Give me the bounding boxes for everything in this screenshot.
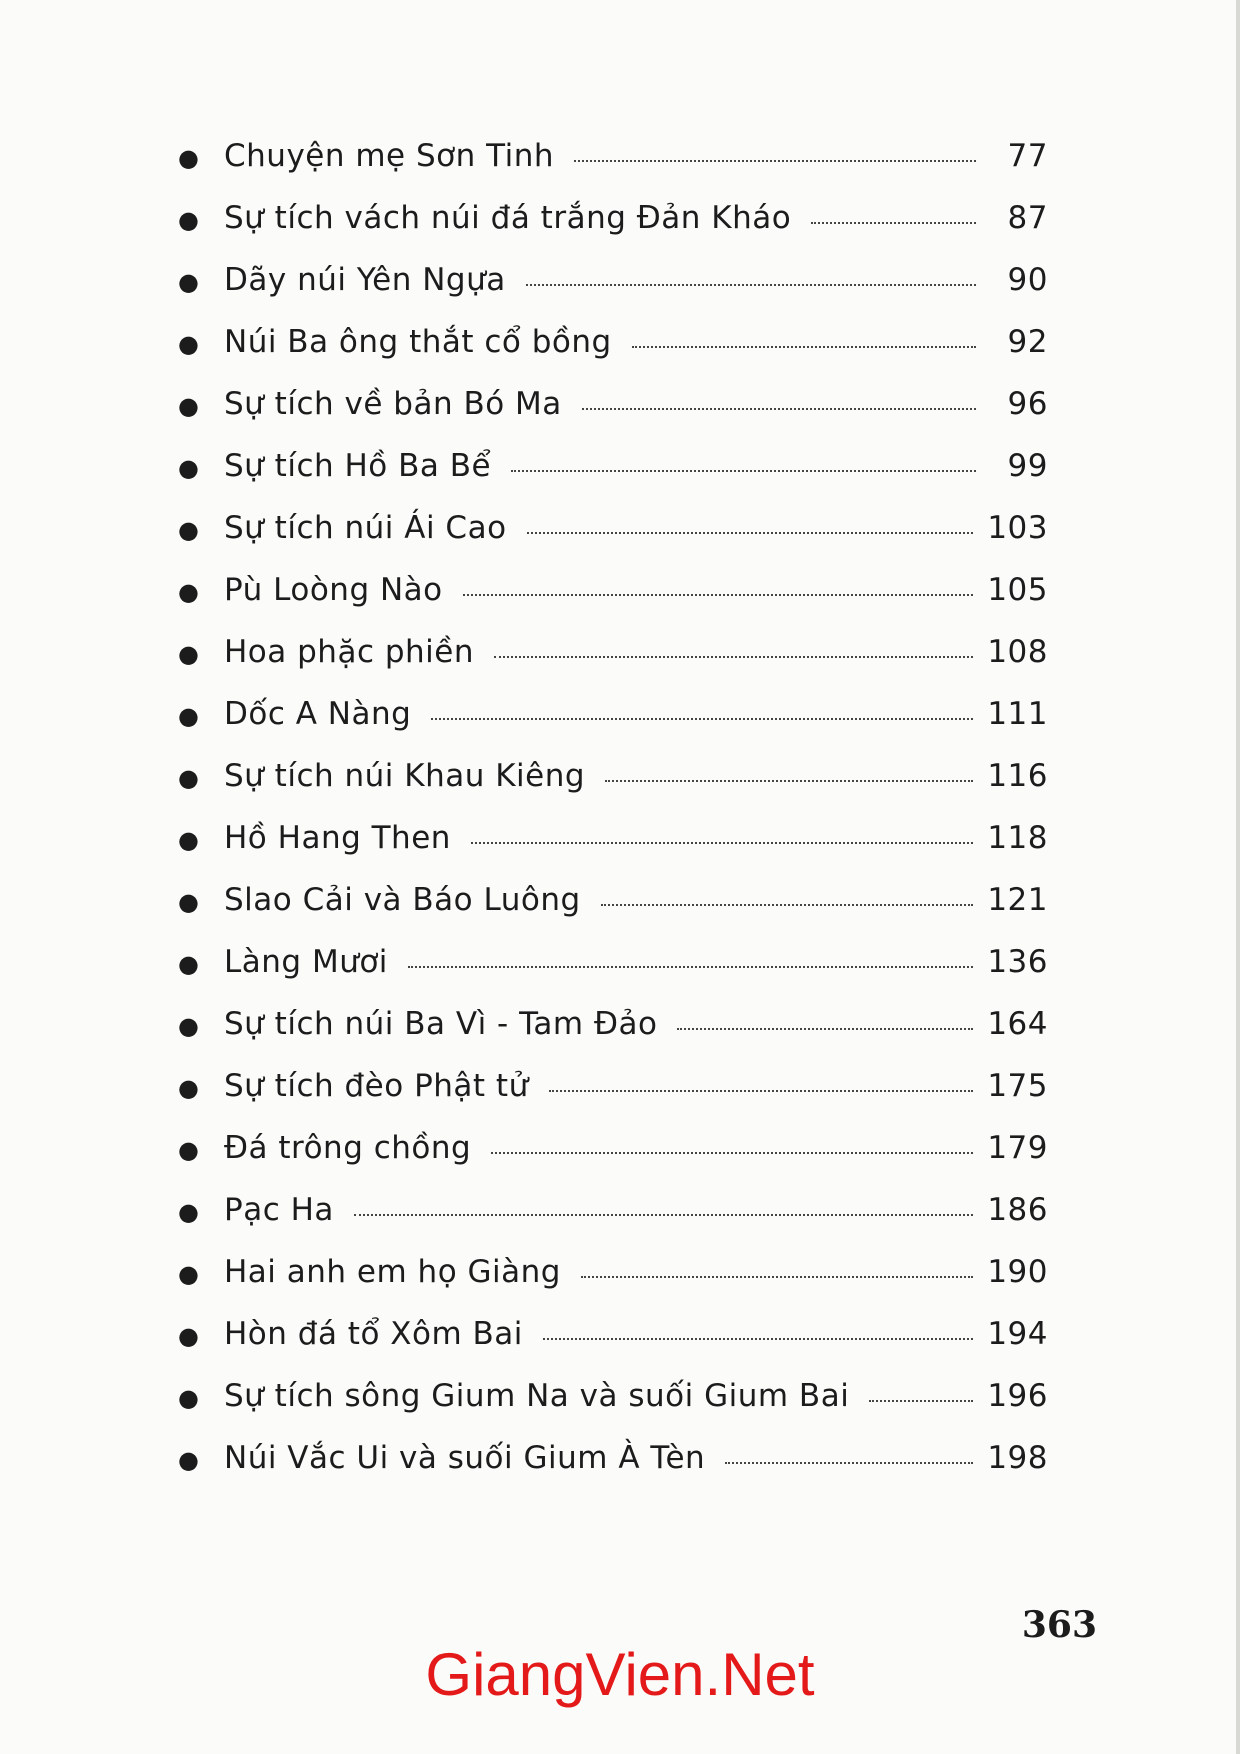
toc-entry bbox=[178, 262, 1048, 324]
entry-page-number: 99 bbox=[1007, 448, 1048, 484]
toc-entry bbox=[178, 138, 1048, 200]
dot-leader bbox=[527, 532, 974, 534]
entry-title: Hai anh em họ Giàng bbox=[224, 1254, 561, 1290]
toc-entry bbox=[178, 1006, 1048, 1068]
entry-title: Hồ Hang Then bbox=[224, 820, 451, 856]
toc-entry bbox=[178, 200, 1048, 262]
toc-entry bbox=[178, 1316, 1048, 1378]
bullet-icon bbox=[178, 394, 224, 418]
toc-entry bbox=[178, 944, 1048, 1006]
entry-page-number: 103 bbox=[987, 510, 1048, 546]
toc-entry bbox=[178, 386, 1048, 448]
entry-page-number: 198 bbox=[987, 1440, 1048, 1476]
entry-title: Hòn đá tổ Xôm Bai bbox=[224, 1316, 523, 1352]
page-number: 363 bbox=[1021, 1604, 1097, 1646]
bullet-icon bbox=[178, 1014, 224, 1038]
entry-title: Đá trông chồng bbox=[224, 1130, 472, 1166]
bullet-icon bbox=[178, 270, 224, 294]
entry-page-number: 164 bbox=[987, 1006, 1048, 1042]
dot-leader bbox=[354, 1214, 973, 1216]
entry-page-number: 118 bbox=[987, 820, 1048, 856]
dot-leader bbox=[582, 408, 976, 410]
toc-entry bbox=[178, 1378, 1048, 1440]
bullet-icon bbox=[178, 1324, 224, 1348]
bullet-icon bbox=[178, 890, 224, 914]
dot-leader bbox=[471, 842, 973, 844]
entry-page-number: 77 bbox=[1007, 138, 1048, 174]
entry-title: Sự tích Hồ Ba Bể bbox=[224, 448, 492, 484]
entry-page-number: 186 bbox=[987, 1192, 1048, 1228]
bullet-icon bbox=[178, 580, 224, 604]
bullet-icon bbox=[178, 1200, 224, 1224]
dot-leader bbox=[601, 904, 974, 906]
entry-title: Sự tích núi Khau Kiêng bbox=[224, 758, 586, 794]
entry-title: Pù Loòng Nào bbox=[224, 572, 443, 608]
dot-leader bbox=[431, 718, 973, 720]
entry-page-number: 116 bbox=[987, 758, 1048, 794]
bullet-icon bbox=[178, 1262, 224, 1286]
toc-entry bbox=[178, 324, 1048, 386]
dot-leader bbox=[632, 346, 976, 348]
bullet-icon bbox=[178, 766, 224, 790]
dot-leader bbox=[811, 222, 976, 224]
dot-leader bbox=[574, 160, 976, 162]
bullet-icon bbox=[178, 332, 224, 356]
toc-entry bbox=[178, 448, 1048, 510]
entry-page-number: 121 bbox=[987, 882, 1048, 918]
toc-entry bbox=[178, 1192, 1048, 1254]
dot-leader bbox=[463, 594, 974, 596]
entry-title: Dãy núi Yên Ngựa bbox=[224, 262, 506, 298]
entry-page-number: 90 bbox=[1007, 262, 1048, 298]
dot-leader bbox=[494, 656, 973, 658]
toc-entry bbox=[178, 758, 1048, 820]
toc-entry bbox=[178, 820, 1048, 882]
dot-leader bbox=[491, 1152, 973, 1154]
bullet-icon bbox=[178, 1138, 224, 1162]
page-edge-shadow bbox=[1236, 0, 1240, 1754]
entry-page-number: 92 bbox=[1007, 324, 1048, 360]
entry-title: Núi Ba ông thắt cổ bồng bbox=[224, 324, 612, 360]
dot-leader bbox=[511, 470, 976, 472]
toc-entry bbox=[178, 1068, 1048, 1130]
entry-title: Sự tích núi Ái Cao bbox=[224, 510, 507, 546]
toc-entry bbox=[178, 634, 1048, 696]
bullet-icon bbox=[178, 518, 224, 542]
entry-page-number: 194 bbox=[987, 1316, 1048, 1352]
dot-leader bbox=[549, 1090, 974, 1092]
entry-title: Pạc Ha bbox=[224, 1192, 334, 1228]
entry-title: Sự tích về bản Bó Ma bbox=[224, 386, 562, 422]
entry-title: Chuyện mẹ Sơn Tinh bbox=[224, 138, 555, 174]
toc-entry bbox=[178, 1254, 1048, 1316]
dot-leader bbox=[605, 780, 973, 782]
entry-page-number: 179 bbox=[987, 1130, 1048, 1166]
entry-title: Sự tích vách núi đá trắng Đản Kháo bbox=[224, 200, 792, 236]
entry-page-number: 108 bbox=[987, 634, 1048, 670]
bullet-icon bbox=[178, 642, 224, 666]
entry-page-number: 87 bbox=[1007, 200, 1048, 236]
table-of-contents bbox=[178, 138, 1048, 1502]
bullet-icon bbox=[178, 1448, 224, 1472]
entry-page-number: 136 bbox=[987, 944, 1048, 980]
dot-leader bbox=[725, 1462, 973, 1464]
toc-entry bbox=[178, 1440, 1048, 1502]
bullet-icon bbox=[178, 704, 224, 728]
dot-leader bbox=[408, 966, 973, 968]
entry-title: Núi Vắc Ui và suối Gium À Tèn bbox=[224, 1440, 706, 1476]
watermark-text: GiangVien.Net bbox=[425, 1641, 815, 1708]
bullet-icon bbox=[178, 146, 224, 170]
entry-title: Sự tích đèo Phật tử bbox=[224, 1068, 529, 1104]
entry-title: Sự tích sông Gium Na và suối Gium Bai bbox=[224, 1378, 850, 1414]
dot-leader bbox=[869, 1400, 973, 1402]
entry-page-number: 190 bbox=[987, 1254, 1048, 1290]
bullet-icon bbox=[178, 828, 224, 852]
dot-leader bbox=[543, 1338, 973, 1340]
bullet-icon bbox=[178, 1386, 224, 1410]
entry-page-number: 196 bbox=[987, 1378, 1048, 1414]
entry-page-number: 111 bbox=[987, 696, 1048, 732]
toc-entry bbox=[178, 510, 1048, 572]
entry-page-number: 175 bbox=[987, 1068, 1048, 1104]
dot-leader bbox=[526, 284, 976, 286]
bullet-icon bbox=[178, 1076, 224, 1100]
entry-page-number: 96 bbox=[1007, 386, 1048, 422]
entry-title: Dốc A Nàng bbox=[224, 696, 412, 732]
entry-title: Slao Cải và Báo Luông bbox=[224, 882, 581, 918]
toc-entry bbox=[178, 696, 1048, 758]
dot-leader bbox=[677, 1028, 973, 1030]
bullet-icon bbox=[178, 952, 224, 976]
entry-title: Làng Mươi bbox=[224, 944, 388, 980]
entry-title: Hoa phặc phiền bbox=[224, 634, 475, 670]
toc-entry bbox=[178, 572, 1048, 634]
dot-leader bbox=[581, 1276, 973, 1278]
bullet-icon bbox=[178, 456, 224, 480]
toc-entry bbox=[178, 1130, 1048, 1192]
entry-title: Sự tích núi Ba Vì - Tam Đảo bbox=[224, 1006, 658, 1042]
entry-page-number: 105 bbox=[987, 572, 1048, 608]
toc-entry bbox=[178, 882, 1048, 944]
bullet-icon bbox=[178, 208, 224, 232]
